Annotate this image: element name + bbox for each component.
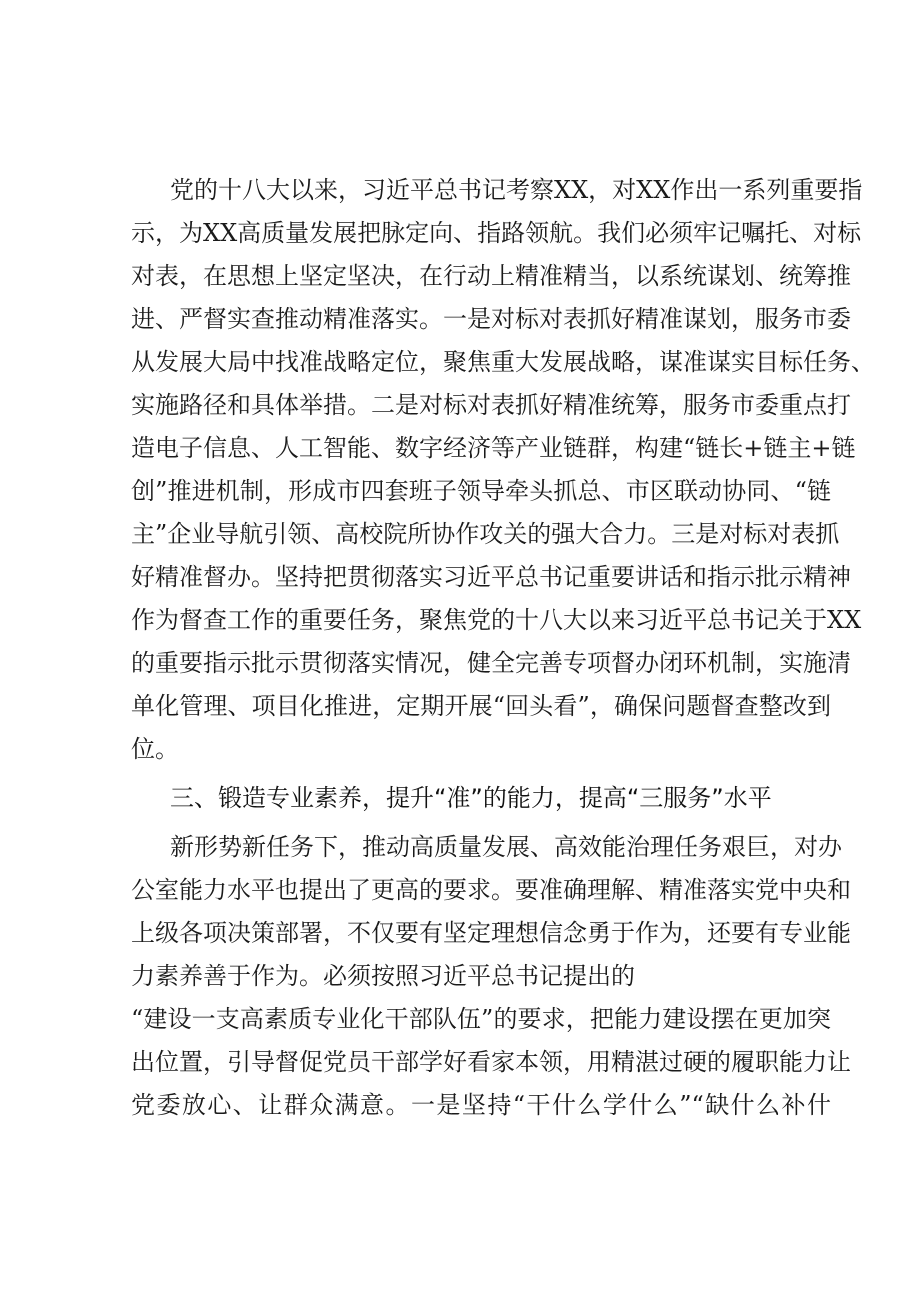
paragraph-2-line-1: 新形势新任务下，推动高质量发展、高效能治理任务艰巨，对办 [170,833,842,861]
paragraph-2-line-6: 出位置，引导督促党员干部学好看家本领，用精湛过硬的履职能力让 [131,1048,851,1076]
paragraph-2-line-7: 党委放心、让群众满意。一是坚持“干什么学什么”“缺什么补什 [131,1091,831,1119]
paragraph-1-line-11: 作为督查工作的重要任务，聚焦党的十八大以来习近平总书记关于XX [131,606,862,634]
paragraph-1-line-4: 进、严督实查推动精准落实。一是对标对表抓好精准谋划，服务市委 [131,305,851,333]
paragraph-1-line-2: 示，为XX高质量发展把脉定向、指路领航。我们必须牢记嘱托、对标 [131,219,862,247]
paragraph-1-line-12: 的重要指示批示贯彻落实情况，健全完善专项督办闭环机制，实施清 [131,649,851,677]
paragraph-2-line-2: 公室能力水平也提出了更高的要求。要准确理解、精准落实党中央和 [131,876,851,904]
paragraph-1-line-9: 主”企业导航引领、高校院所协作攻关的强大合力。三是对标对表抓 [131,520,840,548]
paragraph-1-line-7: 造电子信息、人工智能、数字经济等产业链群，构建“链长+链主+链 [131,434,856,462]
paragraph-1-line-10: 好精准督办。坚持把贯彻落实习近平总书记重要讲话和指示批示精神 [131,563,851,591]
paragraph-1-line-3: 对表，在思想上坚定坚决，在行动上精准精当，以系统谋划、统筹推 [131,262,851,290]
paragraph-1-line-6: 实施路径和具体举措。二是对标对表抓好精准统筹，服务市委重点打 [131,391,851,419]
paragraph-2-line-4: 力素养善于作为。必须按照习近平总书记提出的 [131,962,635,990]
section-heading: 三、锻造专业素养，提升“准”的能力，提高“三服务”水平 [170,784,772,812]
paragraph-2-line-5: “建设一支高素质专业化干部队伍”的要求，把能力建设摆在更加突 [131,1005,831,1033]
paragraph-1-line-8: 创”推进机制，形成市四套班子领导牵头抓总、市区联动协同、“链 [131,477,831,505]
paragraph-1-line-1: 党的十八大以来，习近平总书记考察XX，对XX作出一系列重要指 [170,176,863,204]
paragraph-1-line-5: 从发展大局中找准战略定位，聚焦重大发展战略，谋准谋实目标任务、 [131,348,875,376]
paragraph-2-line-3: 上级各项决策部署，不仅要有坚定理想信念勇于作为，还要有专业能 [131,919,851,947]
paragraph-1-line-14: 位。 [131,735,179,763]
paragraph-1-line-13: 单化管理、项目化推进，定期开展“回头看”，确保问题督查整改到 [131,692,831,720]
